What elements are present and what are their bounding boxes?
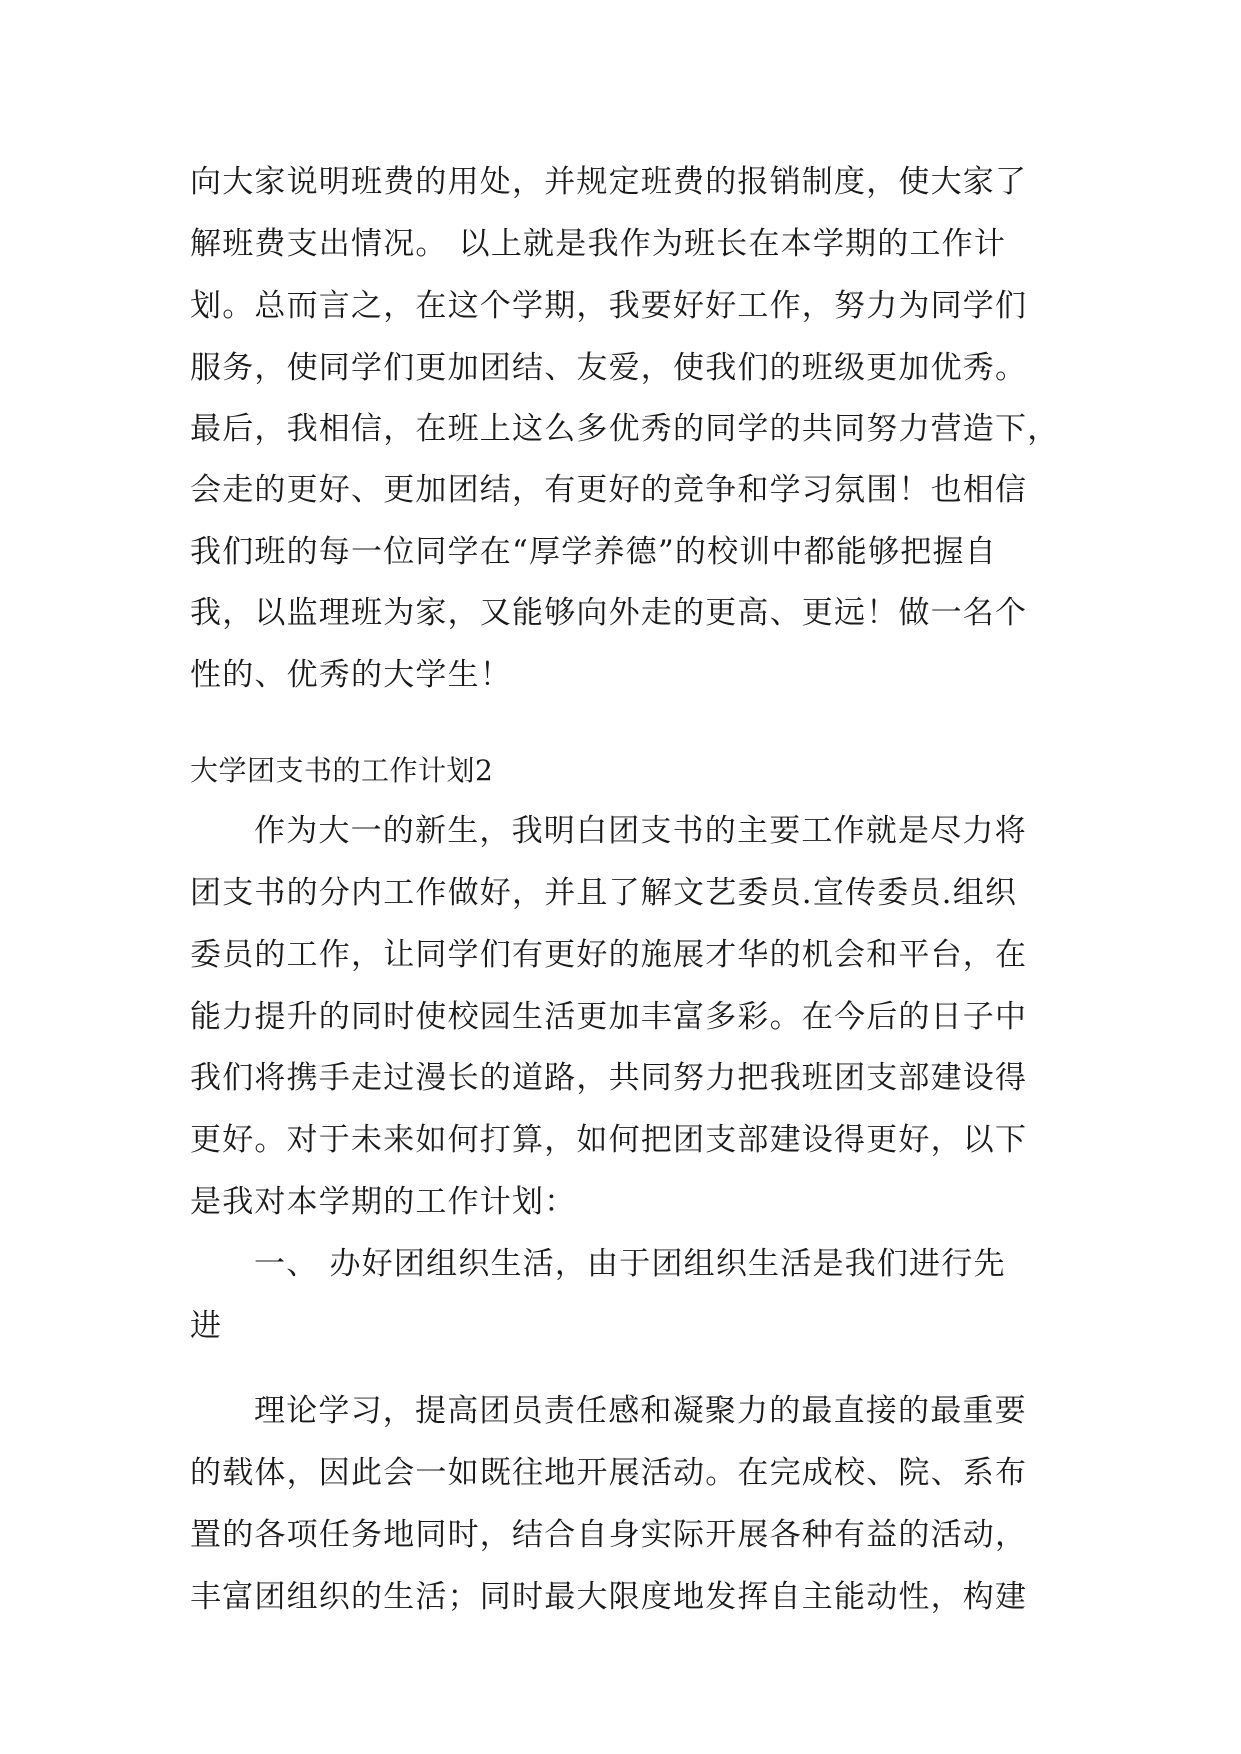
text-line: 最后，我相信，在班上这么多优秀的同学的共同努力营造下， bbox=[190, 411, 1060, 447]
text-line: 我，以监理班为家，又能够向外走的更高、更远！做一名个 bbox=[190, 595, 1028, 631]
list-item-text: 一、 办好团组织生活，由于团组织生活是我们进行先 bbox=[254, 1246, 1006, 1282]
text-line: 解班费支出情况。 以上就是我作为班长在本学期的工作计 bbox=[190, 226, 1007, 262]
text-line: 划。总而言之，在这个学期，我要好好工作，努力为同学们 bbox=[190, 288, 1028, 324]
text-line: 丰富团组织的生活；同时最大限度地发挥自主能动性，构建 bbox=[190, 1579, 1028, 1615]
section-heading: 大学团支书的工作计划2 bbox=[190, 754, 494, 787]
text-line: 理论学习，提高团员责任感和凝聚力的最直接的最重要 bbox=[254, 1393, 1027, 1429]
text-line: 更好。对于未来如何打算，如何把团支部建设得更好，以下 bbox=[190, 1122, 1028, 1158]
text-line: 团支书的分内工作做好，并且了解文艺委员.宣传委员.组织 bbox=[190, 875, 1018, 911]
text-line: 我们将携手走过漫长的道路，共同努力把我班团支部建设得 bbox=[190, 1060, 1028, 1096]
text-line: 是我对本学期的工作计划： bbox=[190, 1184, 577, 1220]
text-line: 向大家说明班费的用处，并规定班费的报销制度，使大家了 bbox=[190, 164, 1028, 200]
list-item-text: 进 bbox=[190, 1308, 223, 1344]
text-line: 置的各项任务地同时，结合自身实际开展各种有益的活动， bbox=[190, 1517, 1028, 1553]
text-line: 委员的工作，让同学们有更好的施展才华的机会和平台，在 bbox=[190, 937, 1028, 973]
text-line: 的载体，因此会一如既往地开展活动。在完成校、院、系布 bbox=[190, 1455, 1028, 1491]
text-line: 能力提升的同时使校园生活更加丰富多彩。在今后的日子中 bbox=[190, 999, 1028, 1035]
text-line: 作为大一的新生，我明白团支书的主要工作就是尽力将 bbox=[254, 813, 1027, 849]
text-line: 会走的更好、更加团结，有更好的竞争和学习氛围！也相信 bbox=[190, 472, 1028, 508]
text-line: 我们班的每一位同学在“厚学养德”的校训中都能够把握自 bbox=[190, 534, 997, 570]
text-line: 服务，使同学们更加团结、友爱，使我们的班级更加优秀。 bbox=[190, 350, 1028, 386]
text-line: 性的、优秀的大学生！ bbox=[190, 657, 512, 693]
